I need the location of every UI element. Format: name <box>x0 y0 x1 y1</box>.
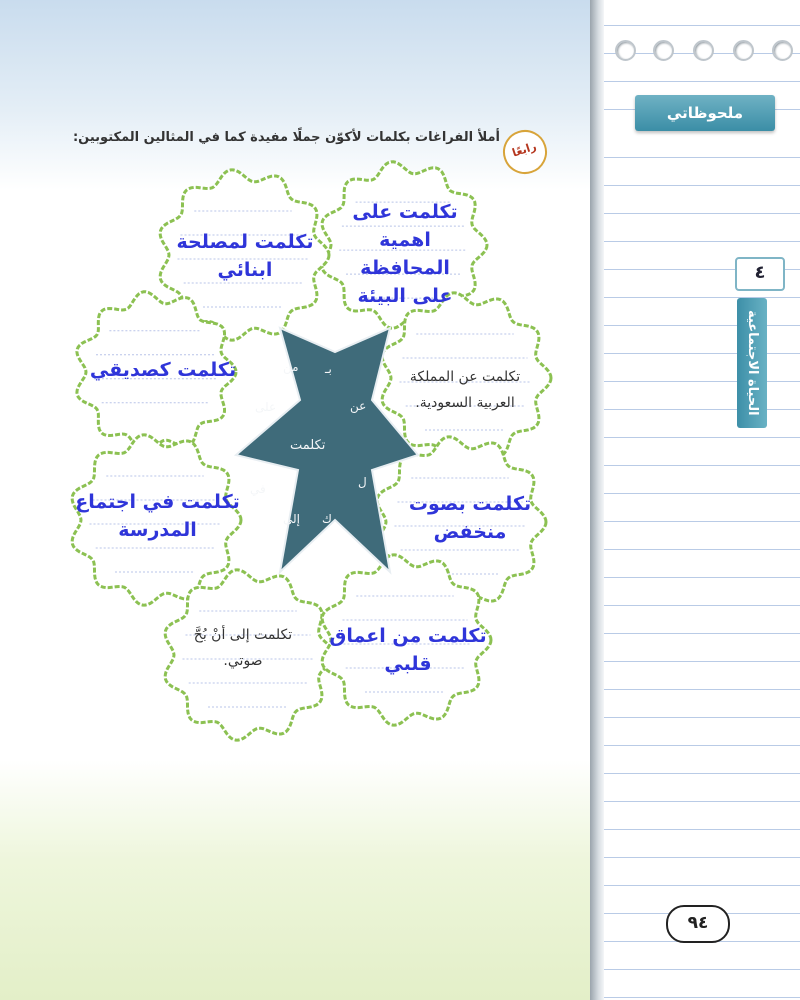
bubble-sentence: تكلمت من اعماق قلبي <box>329 625 487 675</box>
star-center-word: تكلمت <box>290 438 326 453</box>
bubble-sentence: تكلمت على اهمية المحافظة على البيئة <box>352 201 458 307</box>
star-word: ل <box>358 475 367 489</box>
exercise-instruction: أملأ الفراغات بكلمات لأكوّن جملًا مفيدة كما في المثالين المكتوبين: <box>72 130 500 145</box>
notes-panel <box>590 0 800 1000</box>
star-word: إلى <box>283 512 300 526</box>
binder-hole-icon <box>733 40 754 61</box>
star-word: عن <box>350 399 367 413</box>
bubble-sentence: تكلمت بصوت منخفض <box>408 493 532 543</box>
star-word: على <box>255 400 277 414</box>
bubble-sentence: تكلمت عن المملكة العربية السعودية. <box>409 369 521 411</box>
section-badge: رابعًا <box>497 124 552 179</box>
binder-hole-icon <box>653 40 674 61</box>
unit-number: ٤ <box>735 257 785 291</box>
notes-binding <box>590 0 604 1000</box>
binder-hole-icon <box>615 40 636 61</box>
bubble-sentence: تكلمت إلى أنْ بُحَّ صوتي. <box>193 627 293 669</box>
binder-hole-icon <box>772 40 793 61</box>
binder-hole-icon <box>693 40 714 61</box>
bubble-sentence: تكلمت لمصلحة ابنائي <box>176 231 314 281</box>
star-word: من <box>283 360 299 374</box>
star-word: في <box>250 482 266 496</box>
bubble-sentence: تكلمت كصديقي <box>89 359 237 381</box>
star-word: بـ <box>325 362 332 376</box>
bubble-sentence: تكلمت في اجتماع المدرسة <box>75 491 240 541</box>
star-word: ك <box>322 512 332 526</box>
notes-title: ملحوظاتي <box>635 95 775 131</box>
page-number: ٩٤ <box>666 905 730 943</box>
unit-name: الحياة الاجتماعية <box>737 298 767 428</box>
